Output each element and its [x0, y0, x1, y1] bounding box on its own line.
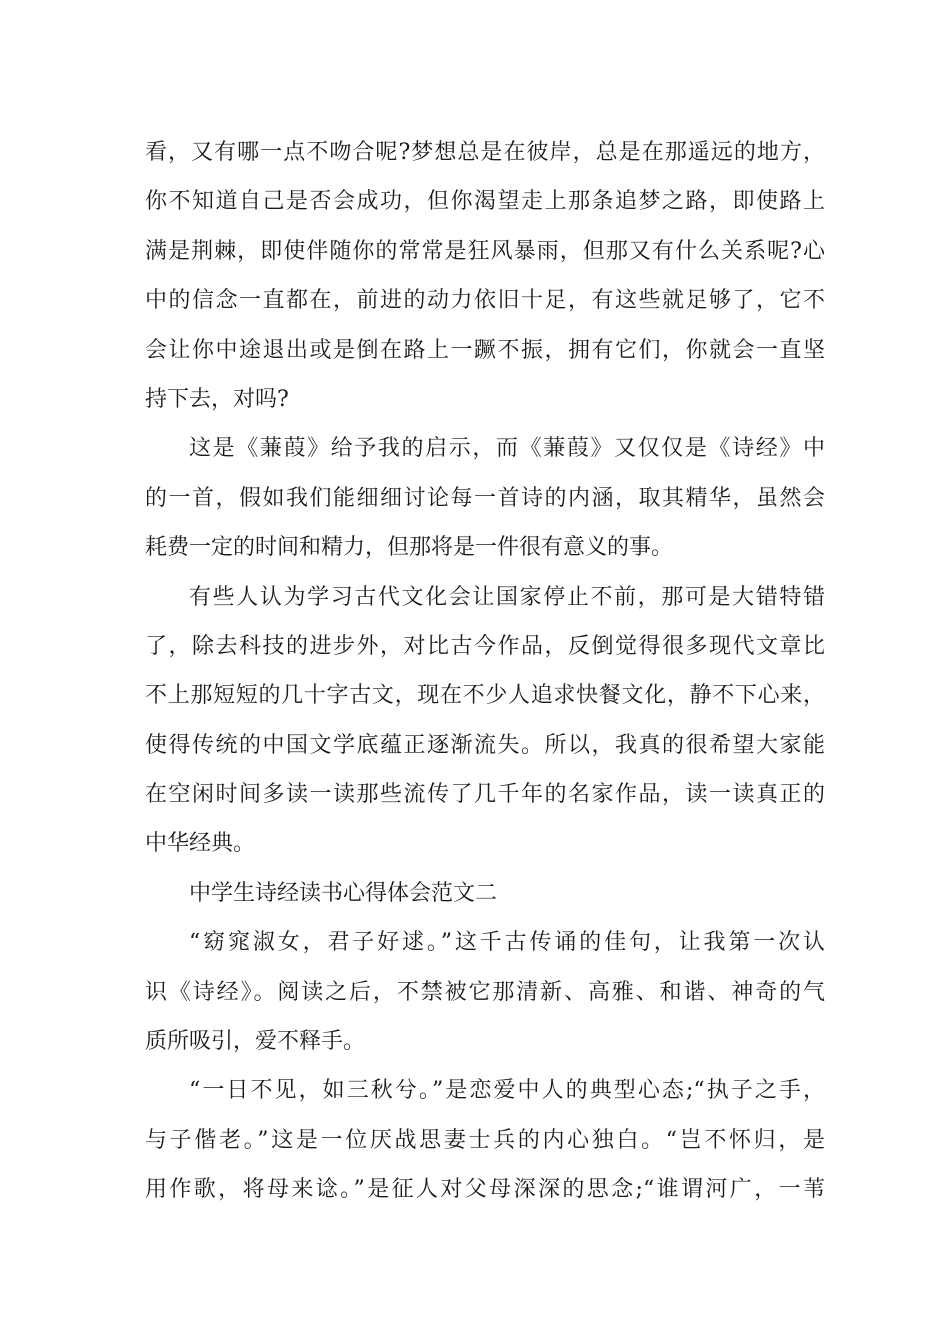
text-line: 有些人认为学习古代文化会让国家停止不前，那可是大错特错: [189, 584, 825, 610]
text-line: 不上那短短的几十字古文，现在不少人追求快餐文化，静不下心来，: [145, 683, 825, 709]
text-line: 了，除去科技的进步外，对比古今作品，反倒觉得很多现代文章比: [145, 633, 825, 659]
section-heading: 中学生诗经读书心得体会范文二: [189, 880, 498, 906]
text-line: 满是荆棘，即使伴随你的常常是狂风暴雨，但那又有什么关系呢?心: [145, 238, 825, 264]
text-line: 与子偕老。”这是一位厌战思妻士兵的内心独白。“岂不怀归，是: [145, 1127, 825, 1153]
text-line: 的一首，假如我们能细细讨论每一首诗的内涵，取其精华，虽然会: [145, 485, 825, 511]
text-line: 持下去，对吗?: [145, 386, 289, 412]
text-line: 你不知道自己是否会成功，但你渴望走上那条追梦之路，即使路上: [145, 189, 825, 215]
text-line: 看，又有哪一点不吻合呢?梦想总是在彼岸，总是在那遥远的地方，: [145, 140, 825, 165]
text-line: 使得传统的中国文学底蕴正逐渐流失。所以，我真的很希望大家能: [145, 732, 825, 758]
text-line: 用作歌，将母来谂。”是征人对父母深深的思念;“谁谓河广，一苇: [145, 1177, 825, 1203]
text-line: 质所吸引，爱不释手。: [145, 1029, 366, 1055]
text-line: “一日不见，如三秋兮。”是恋爱中人的典型心态;“执子之手，: [189, 1078, 825, 1104]
text-line: 耗费一定的时间和精力，但那将是一件很有意义的事。: [145, 535, 674, 561]
text-line: 在空闲时间多读一读那些流传了几千年的名家作品，读一读真正的: [145, 782, 825, 808]
body-text: [145, 128, 825, 1215]
text-line: “窈窕淑女，君子好逑。”这千古传诵的佳句，让我第一次认: [189, 930, 825, 956]
text-line: 这是《蒹葭》给予我的启示，而《蒹葭》又仅仅是《诗经》中: [189, 436, 825, 462]
text-line: 识《诗经》。阅读之后，不禁被它那清新、高雅、和谐、神奇的气: [145, 979, 825, 1005]
text-line: 中华经典。: [145, 831, 256, 857]
text-line: 中的信念一直都在，前进的动力依旧十足，有这些就足够了，它不: [145, 288, 825, 314]
text-line: 会让你中途退出或是倒在路上一蹶不振，拥有它们，你就会一直坚: [145, 337, 825, 363]
